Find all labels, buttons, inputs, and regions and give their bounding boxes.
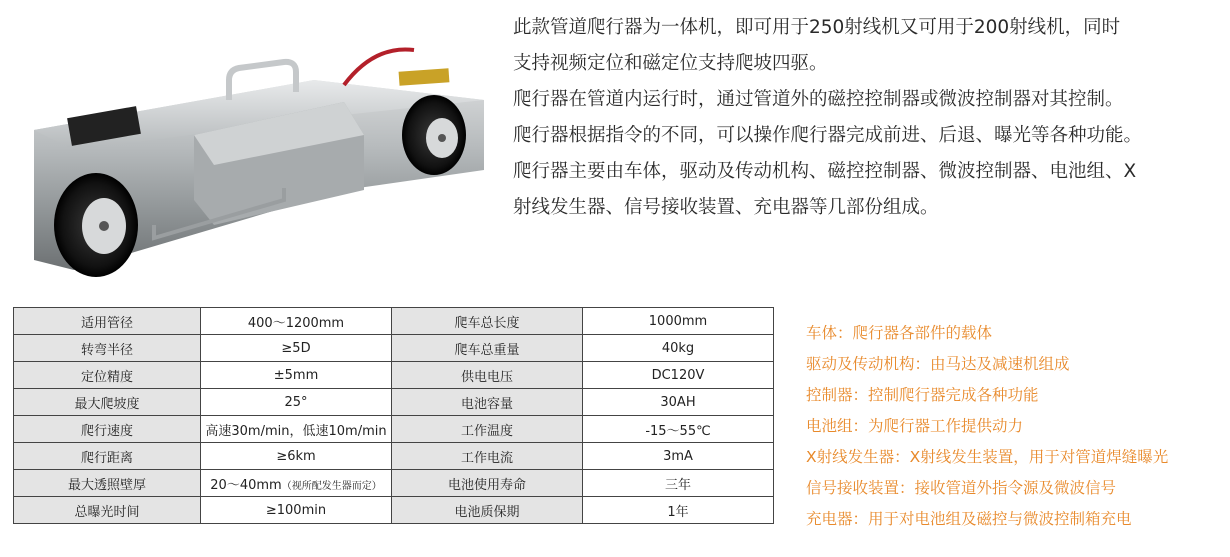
table-row <box>14 389 774 416</box>
spec-label: 电池使用寿命 <box>392 470 583 497</box>
list-item: 驱动及传动机构：由马达及减速机组成 <box>806 355 1070 373</box>
spec-label: 工作温度 <box>392 416 583 443</box>
spec-label: 最大透照壁厚 <box>14 470 201 497</box>
table-row <box>14 335 774 362</box>
table-row <box>14 497 774 524</box>
spec-value: ≥100min <box>201 497 392 524</box>
intro-line: 射线发生器、信号接收装置、充电器等几部份组成。 <box>513 197 939 218</box>
table-row <box>14 308 774 335</box>
spec-value: 40kg <box>583 335 774 362</box>
spec-label: 适用管径 <box>14 308 201 335</box>
intro-line: 爬行器在管道内运行时，通过管道外的磁控控制器或微波控制器对其控制。 <box>513 89 1124 110</box>
spec-label: 爬车总重量 <box>392 335 583 362</box>
intro-line: 此款管道爬行器为一体机，即可用于250射线机又可用于200射线机，同时 <box>513 17 1121 38</box>
table-row <box>14 362 774 389</box>
spec-value: 高速30m/min，低速10m/min <box>201 416 392 443</box>
spec-label: 总曝光时间 <box>14 497 201 524</box>
list-item: 信号接收装置：接收管道外指令源及微波信号 <box>806 479 1117 497</box>
spec-label: 最大爬坡度 <box>14 389 201 416</box>
list-item: 控制器：控制爬行器完成各种功能 <box>806 386 1039 404</box>
spec-value: 25° <box>201 389 392 416</box>
list-item: 电池组：为爬行器工作提供动力 <box>806 417 1024 435</box>
spec-value: -15～55℃ <box>583 416 774 443</box>
spec-table <box>13 307 774 524</box>
spec-value: 400～1200mm <box>201 308 392 335</box>
spec-label: 爬行速度 <box>14 416 201 443</box>
spec-label: 定位精度 <box>14 362 201 389</box>
spec-label: 电池质保期 <box>392 497 583 524</box>
spec-value: 1000mm <box>583 308 774 335</box>
list-item: 充电器：用于对电池组及磁控与微波控制箱充电 <box>806 510 1132 528</box>
list-item: 车体：爬行器各部件的载体 <box>806 324 993 342</box>
intro-line: 爬行器主要由车体，驱动及传动机构、磁控控制器、微波控制器、电池组、X <box>513 161 1137 182</box>
intro-line: 支持视频定位和磁定位支持爬坡四驱。 <box>513 53 828 74</box>
intro-line: 爬行器根据指令的不同，可以操作爬行器完成前进、后退、曝光等各种功能。 <box>513 125 1143 146</box>
spec-label: 转弯半径 <box>14 335 201 362</box>
spec-value <box>201 470 392 497</box>
spec-label: 爬行距离 <box>14 443 201 470</box>
component-list <box>806 318 1168 535</box>
spec-value: ≥6km <box>201 443 392 470</box>
spec-label: 供电电压 <box>392 362 583 389</box>
spec-value: DC120V <box>583 362 774 389</box>
list-item: X射线发生器：X射线发生装置，用于对管道焊缝曝光 <box>806 448 1169 466</box>
spec-value: ±5mm <box>201 362 392 389</box>
spec-value: 三年 <box>583 470 774 497</box>
spec-label: 电池容量 <box>392 389 583 416</box>
spec-value: ≥5D <box>201 335 392 362</box>
table-row <box>14 470 774 497</box>
pipe-crawler-image <box>14 40 484 280</box>
table-row <box>14 443 774 470</box>
spec-value: 1年 <box>583 497 774 524</box>
spec-value: 3mA <box>583 443 774 470</box>
table-row <box>14 416 774 443</box>
spec-value-note: （视所配发生器而定） <box>281 480 382 492</box>
spec-label: 工作电流 <box>392 443 583 470</box>
spec-value: 30AH <box>583 389 774 416</box>
intro-paragraph <box>513 10 1218 226</box>
spec-label: 爬车总长度 <box>392 308 583 335</box>
spec-value-main: 20～40mm <box>210 477 282 493</box>
